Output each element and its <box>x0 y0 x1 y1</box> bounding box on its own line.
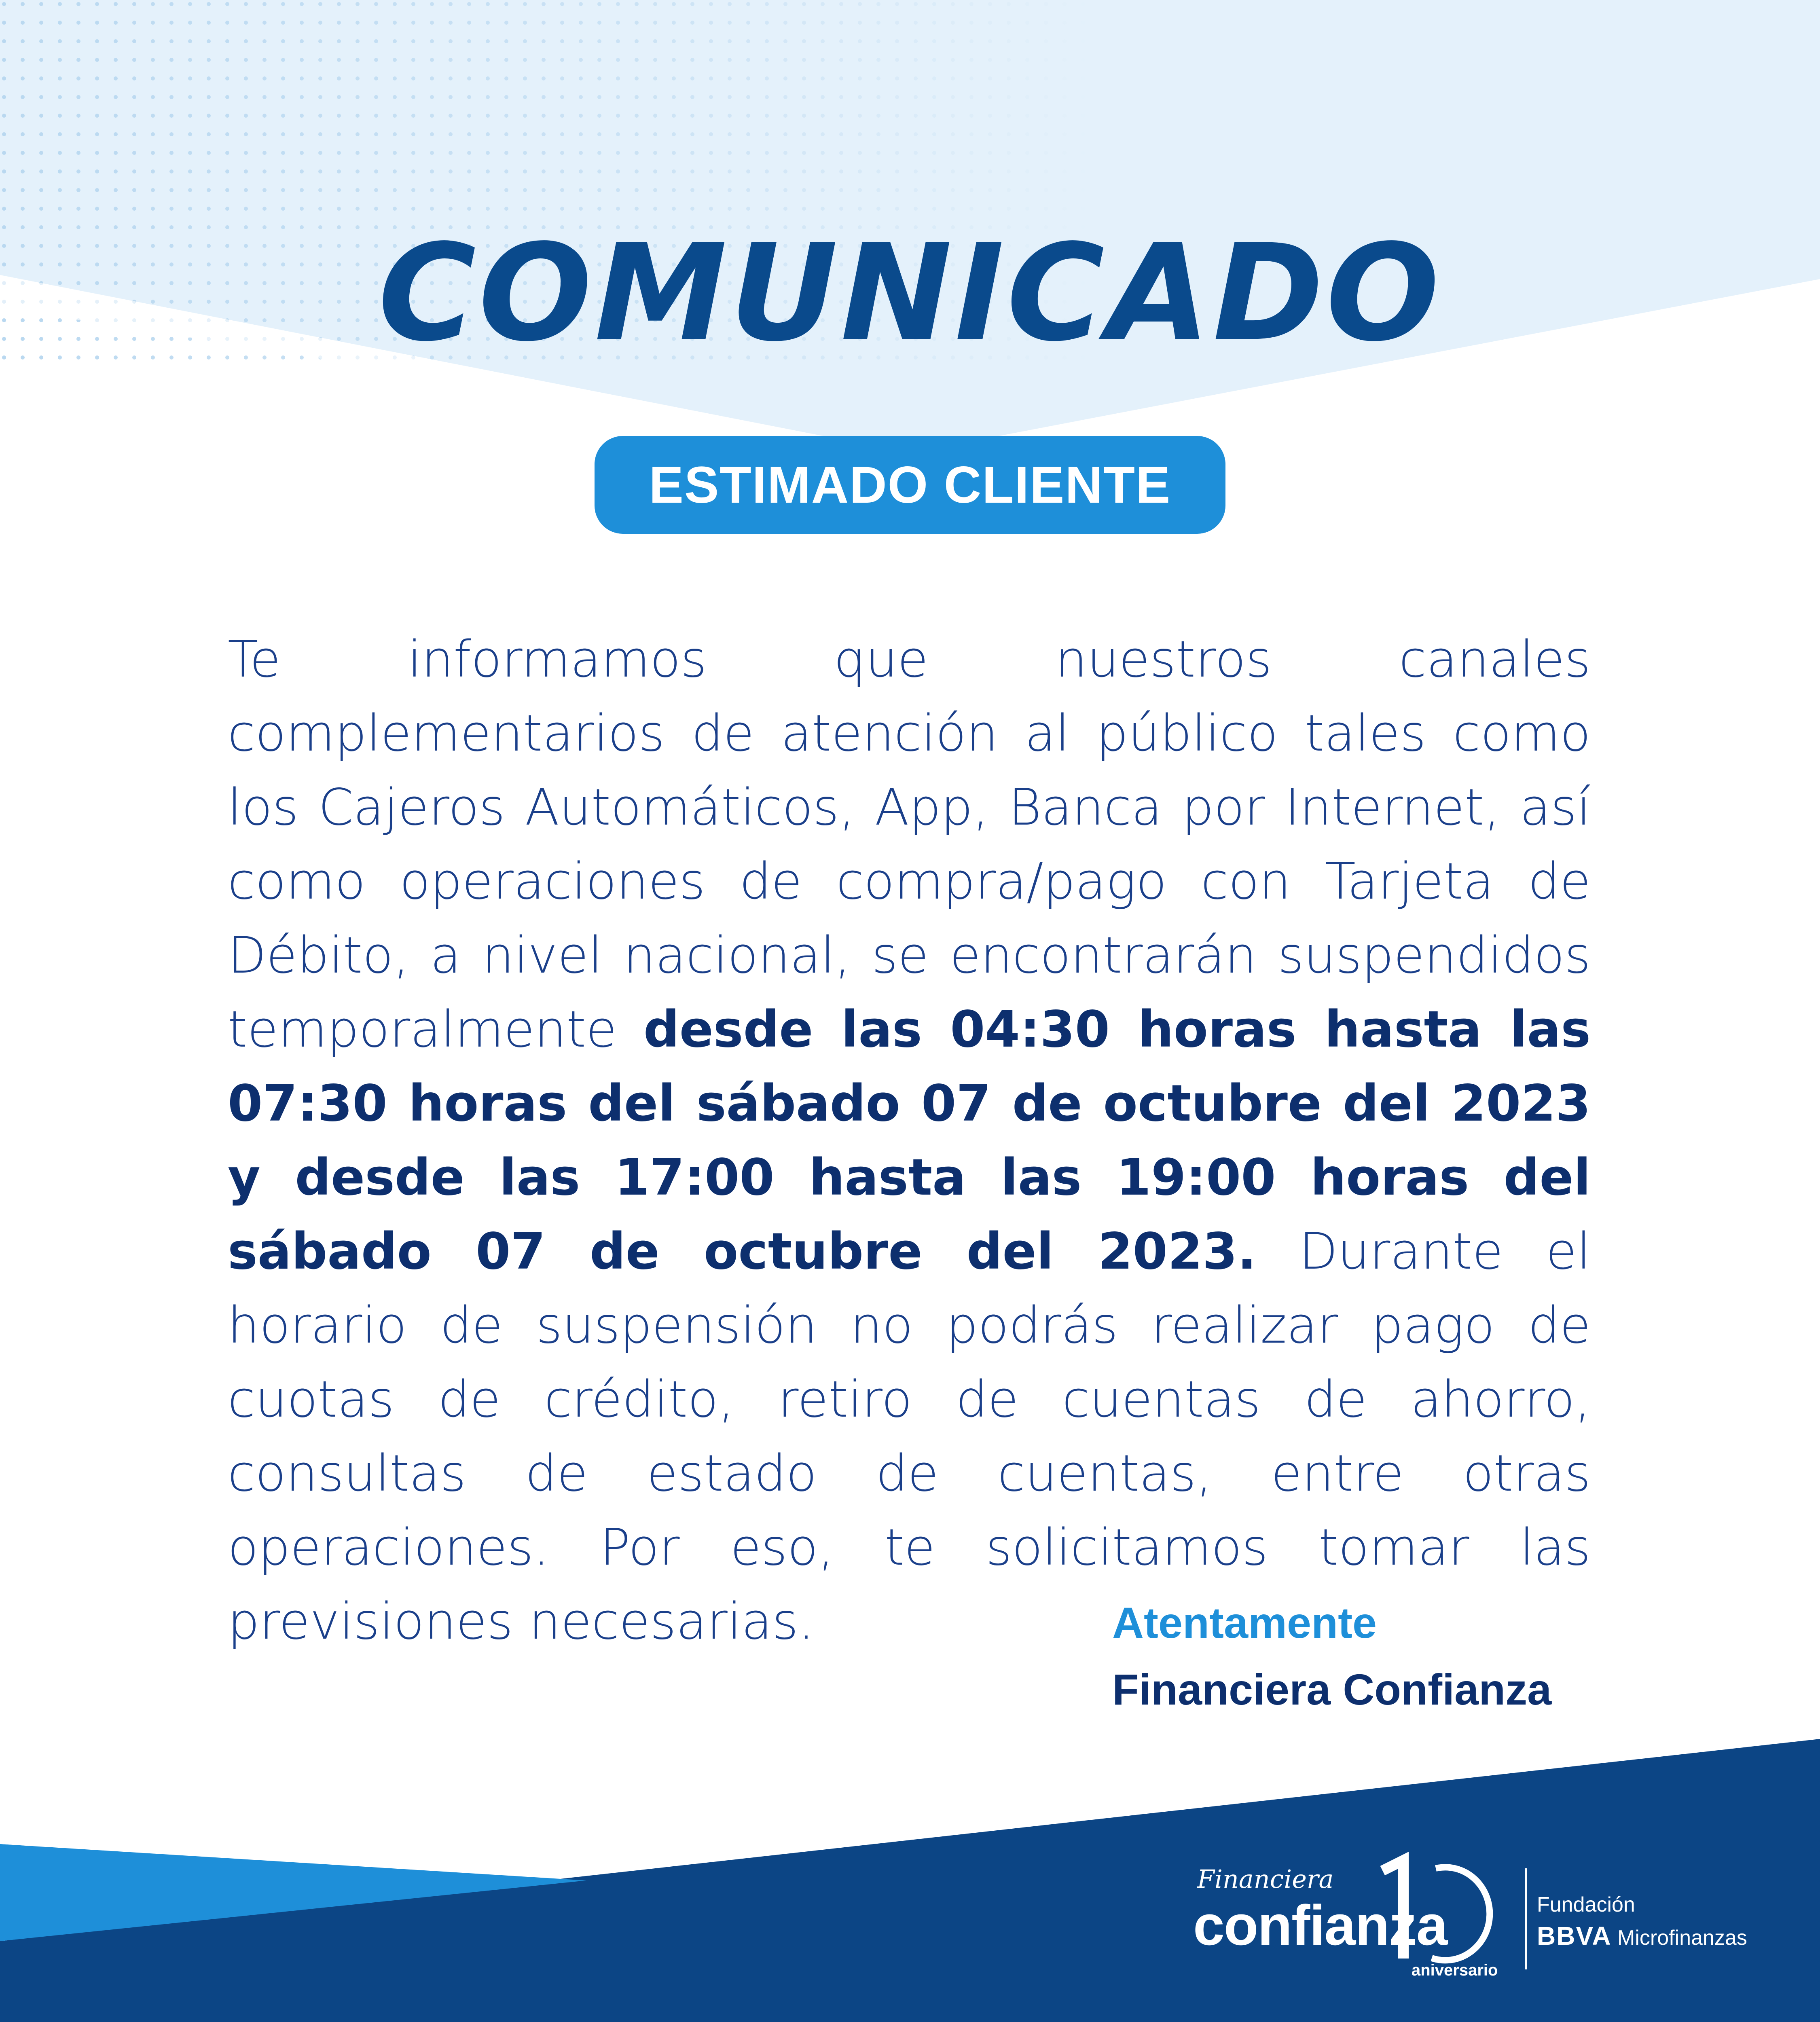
anniversary-10-icon <box>1363 1852 1496 1973</box>
page-title: COMUNICADO <box>378 216 1442 371</box>
body-highlight: desde las 04:30 horas hasta las 07:30 horas del sábado 07 de octubre del 2023 y desde las 17:00 hasta las 19:00 horas del sábado 07 de octubre del 2023. <box>228 1000 1591 1281</box>
footer-logo <box>1193 1852 1780 1986</box>
foundation-name <box>1537 1921 1747 1951</box>
logo-financiera-text: Financiera <box>1197 1864 1334 1894</box>
logo-divider <box>1525 1868 1527 1969</box>
logo-confianza-text: confianza <box>1193 1893 1447 1957</box>
announcement-body <box>228 623 1591 1659</box>
bbva-logo-text: BBVA <box>1537 1921 1612 1950</box>
body-intro: Te informamos que nuestros canales complementarios de atención al público tales como los Cajeros Automáticos, App, Banca por Internet, así como operaciones de compra/pago con Tarjeta de Débito, a nivel nacional, se encontrarán suspendidos temporalmente <box>228 630 1591 1059</box>
greeting-badge <box>595 436 1225 534</box>
closing-text: Atentamente <box>1112 1598 1377 1647</box>
foundation-label: Fundación <box>1537 1893 1635 1916</box>
microfinanzas-text: Microfinanzas <box>1617 1926 1747 1950</box>
greeting-label: ESTIMADO CLIENTE <box>649 456 1171 514</box>
logo-anniversary-text: aniversario <box>1412 1961 1498 1979</box>
body-outro: Durante el horario de suspensión no podrás realizar pago de cuotas de crédito, retiro de cuentas de ahorro, consultas de estado de cuentas, entre otras operaciones. Por eso, te solicitamos tomar las previsiones necesarias. <box>228 1223 1591 1651</box>
company-name: Financiera Confianza <box>1112 1665 1552 1714</box>
